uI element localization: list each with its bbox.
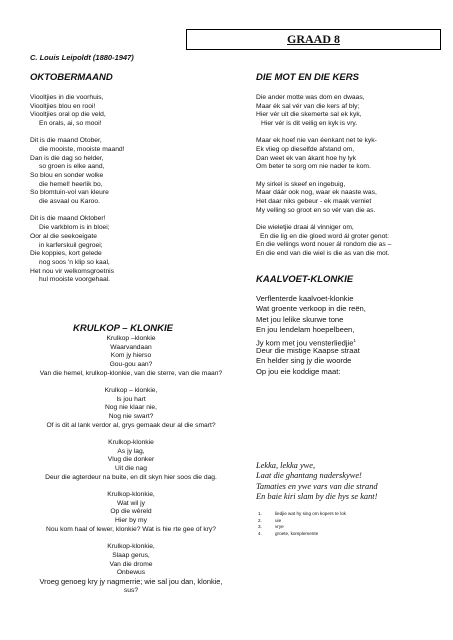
- poem-line: Wat groente verkoop in die reën,: [256, 304, 366, 314]
- chorus-line: En baie kiri slam by die hys se kant!: [256, 492, 378, 502]
- poem-line: Die varkblom is in bloei;: [39, 224, 110, 232]
- poem-line: Vlug die donker: [107, 456, 155, 464]
- poem-line: Viooltjies in die voorhuis,: [30, 94, 104, 101]
- grade-title: GRAAD 8: [287, 32, 340, 46]
- footnote-number: 4.: [258, 530, 262, 536]
- poem-line: Maar ék sal vér van die kers af bly;: [256, 102, 360, 110]
- poem-line: Krulkop-klonkie,: [107, 543, 155, 551]
- footnote: [258, 524, 346, 531]
- chorus-line: Laat die ghantang naderskywe!: [256, 471, 362, 481]
- poem-line: Kom jy hierso: [110, 352, 152, 360]
- poem-line: Het daar niks gebeur - ek maak verniet: [256, 198, 372, 206]
- footnote-number: 1.: [258, 511, 262, 516]
- footnote-text: vrye: [275, 524, 284, 530]
- footnote: [258, 511, 346, 518]
- poem-line: En die end van die wiel is die as van die mot.: [256, 250, 390, 258]
- poem-line: Op jou eie koddige maat:: [256, 366, 341, 376]
- footnote: [258, 518, 346, 525]
- poem-line: die asvaal ou Karoo.: [39, 198, 100, 206]
- poem-line: Uit die nag: [115, 465, 147, 473]
- chorus-line: Lekka, lekka ywe,: [256, 461, 316, 470]
- poem-line: My sirkel is skeef en ingebuig,: [256, 180, 346, 188]
- poem-line: die hemel! heerlik bo,: [39, 180, 103, 188]
- poem-line: My velling so groot en so vér van die as.: [256, 206, 376, 214]
- poem-line: Dan weet ek van ákant hoe hy lyk: [256, 154, 356, 162]
- footnote-text: groete, komplemente: [275, 530, 319, 536]
- poem-line: En die vellings word nouer ál rondom die as –: [256, 241, 392, 249]
- poem-line: Krulkop –klonkie: [106, 335, 156, 342]
- poem-line: Oor al die seekoeigate: [30, 232, 97, 240]
- poem-line: Hier vér is dit veilig en kyk is vry.: [261, 120, 358, 128]
- poem-line: So blomtuin-vol van kleure: [30, 189, 109, 197]
- poem-line: Dan is die dag so helder,: [30, 154, 104, 162]
- poem-line: Is jou hart: [116, 395, 146, 403]
- poem-line: Op die wêreld: [110, 508, 152, 516]
- grade-title-box: [186, 29, 441, 50]
- footnote-number: 3.: [258, 524, 262, 530]
- poem-line: Dit is die maand Otober,: [30, 137, 102, 145]
- poem-line: hul mooiste voorgehaal.: [39, 276, 111, 284]
- poem-mot-en-kers: [256, 94, 391, 259]
- poem-line: Maar ek hoef nie van éenkant net te kyk-: [256, 137, 377, 145]
- poem-line: Dit is die maand Oktober!: [30, 215, 106, 223]
- poem-line: Waarvandaan: [110, 343, 152, 351]
- poem-line: Of is dit al lank verdor al, grys gemaak deur al die smart?: [46, 421, 216, 429]
- poem-line: die mooiste, mooiste maand!: [39, 146, 125, 154]
- poem-title-mot-en-kers: DIE MOT EN DIE KERS: [256, 72, 359, 83]
- poem-krulkop-klonkie: [16, 335, 246, 596]
- footnote-number: 2.: [258, 517, 262, 523]
- poem-line: Viooltjies blou en rooi!: [30, 102, 96, 110]
- poem-line: Krulkop – klonkie,: [104, 387, 158, 395]
- poem-line: Die ander motte was dom en dwaas,: [256, 94, 365, 101]
- poem-line: Die koppies, kort gelede: [30, 250, 102, 258]
- footnote-text: uie: [275, 517, 282, 523]
- footnote-marker: 1: [353, 337, 357, 343]
- poem-line: So blou en sonder wolke: [30, 172, 104, 180]
- poem-line: Deur die agterdeur na buite, en dit skyn hier soos die dag.: [45, 473, 217, 481]
- poem-line: Verflenterde kaalvoet-klonkie: [256, 294, 354, 303]
- poem-line: En jou lendelam hoepelbeen,: [256, 325, 355, 335]
- poem-line: En orals, ai, so mooi!: [39, 120, 102, 128]
- poem-line: Krulkop-klonkie,: [107, 491, 155, 499]
- footnotes: [258, 511, 346, 537]
- poem-line: Van die drome: [109, 560, 153, 568]
- poem-line: Nou kom haal of lewer, klonkie? Wat is hie rte gee of kry?: [46, 525, 216, 533]
- poem-line: As jy lag,: [117, 447, 145, 455]
- poem-line: Van die hemel, krulkop-klonkie, van die sterre, van die maan?: [39, 369, 223, 377]
- poem-line: En die lig en die gloed word ál groter genot:: [260, 232, 390, 240]
- poem-line: sus?: [123, 587, 139, 595]
- poem-line: Slaap gerus,: [112, 551, 150, 559]
- poem-line: Nog nie klaar nie,: [104, 404, 158, 412]
- poem-oktobermaand: [30, 94, 125, 285]
- poem-line: Hier vér uit die skemerte sal ek kyk,: [256, 111, 362, 119]
- footnote: [258, 531, 346, 538]
- kaalvoet-chorus: [256, 461, 378, 503]
- poem-line: Maar dáár ook nog, waar ek naaste was,: [256, 189, 377, 197]
- poem-title-krulkop-klonkie: KRULKOP – KLONKIE: [73, 323, 173, 334]
- poem-line: Het nou vir welkomsgroetnis: [30, 267, 114, 275]
- footnote-text: liedjie wat hy sing om kopers te lok: [275, 511, 346, 516]
- poem-line: nog soos 'n klip so kaal,: [39, 258, 110, 266]
- poem-line: Die wieletjie draai ál vinniger om,: [256, 224, 354, 232]
- chorus-line: Tamaties en ywe vars van die strand: [256, 481, 378, 491]
- poem-line: [256, 336, 366, 346]
- poem-title-oktobermaand: OKTOBERMAAND: [30, 72, 113, 83]
- poem-line: Gou-gou aan?: [109, 361, 153, 369]
- poem-line: so groen is elke aand,: [39, 163, 105, 171]
- poem-line: Deur die mistige Kaapse straat: [256, 345, 360, 355]
- poem-line: Hier by my: [115, 517, 147, 525]
- poem-line: Met jou lelike skurwe tone: [256, 314, 344, 324]
- poem-line-text: Jy kom met jou vensterliedjie: [256, 338, 354, 348]
- author-line: C. Louis Leipoldt (1880-1947): [30, 53, 134, 62]
- poem-line: in karferskuil gegroei;: [39, 241, 103, 249]
- poem-line: En helder sing jy die woorde: [256, 356, 352, 366]
- poem-line: Wat wil jy: [117, 499, 145, 507]
- poem-line: Nog nie swart?: [108, 413, 154, 421]
- poem-title-kaalvoet-klonkie: KAALVOET-KLONKIE: [256, 274, 354, 285]
- poem-line: Om beter te sorg om nie nader te kom.: [256, 163, 371, 171]
- poem-line: Onbewus: [116, 569, 146, 577]
- poem-line: Ek vlieg op dieselfde afstand om,: [256, 146, 355, 154]
- poem-kaalvoet-klonkie: [256, 294, 366, 377]
- poem-line: Krulkop-klonkie: [108, 439, 154, 447]
- poem-line: Vroeg genoeg kry jy nagmerrie; wie sal jou dan, klonkie,: [39, 576, 223, 586]
- poem-line: Viooltjies oral op die veld,: [30, 111, 106, 119]
